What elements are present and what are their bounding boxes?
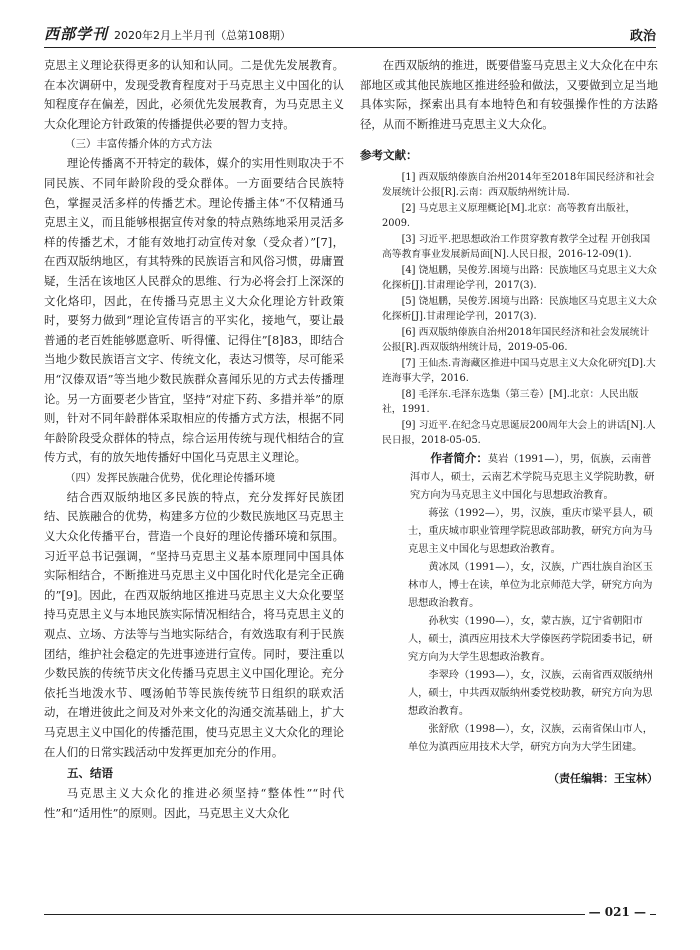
running-header [44, 18, 656, 48]
reference-item: [7] 王仙杰.青海藏区推进中国马克思主义大众化研究[D].大连海事大学，2016. [382, 357, 656, 385]
author-bio [360, 449, 658, 505]
author-bio: 黄冰凤（1991—），女，汉族，广西壮族自治区玉林市人，博士在读，单位为北京师范大学，研究方向为思想政治教育。 [408, 561, 653, 609]
reference-item: [3] 习近平.把思想政治工作贯穿教育教学全过程 开创我国高等教育事业发展新局面[N].人民日报，2016-12-09(1). [382, 233, 651, 261]
paragraph: 克思主义理论获得更多的认知和认同。二是优先发展教育。在本次调研中，发现受教育程度对于马克思主义中国化的认知程度存在偏差，因此，必须优先发展教育，为马克思主义大众化理论方针政策的传播提供必要的智力支持。 [44, 58, 344, 131]
right-column [360, 56, 658, 789]
page-number: — 021 — [585, 905, 650, 919]
reference-item: [5] 饶旭鹏，吴俊芳.困境与出路：民族地区马克思主义大众化探析[J].甘肃理论学刊，2017(3). [382, 295, 657, 323]
header-left [44, 23, 291, 44]
footer-rule [44, 914, 656, 915]
reference-item: [4] 饶旭鹏，吴俊芳.困境与出路：民族地区马克思主义大众化探析[J].甘肃理论学刊，2017(3). [382, 264, 657, 292]
author-bio: 张舒欣（1998—），女，汉族，云南省保山市人，单位为滇西应用技术大学，研究方向为大学生团建。 [408, 723, 653, 753]
author-bio: 孙秋实（1990—），女，蒙古族，辽宁省朝阳市人，硕士，滇西应用技术大学傣医药学院团委书记，研究方向为大学生思想政治教育。 [408, 615, 653, 663]
subsection-heading: （四）发挥民族融合优势，优化理论传播环境 [65, 471, 275, 484]
reference-item: [8] 毛泽东.毛泽东选集（第三卷）[M].北京：人民出版社，1991. [382, 388, 639, 416]
left-column [44, 56, 344, 823]
journal-logo: 西部学刊 [44, 25, 109, 43]
editor-credit: （责任编辑：王宝林） [548, 771, 658, 785]
issue-info: 2020年2月上半月刊（总第108期） [114, 29, 292, 42]
paragraph: 结合西双版纳地区多民族的特点，充分发挥好民族团结、民族融合的优势，构建多方位的少数民族地区马克思主义大众化传播平台，营造一个良好的理论传播环境和氛围。习近平总书记强调，“坚持马克思主义基本原理同中国具体实际相结合，不断推进马克思主义中国化时代化是完全正确的”[9]。因此，在西双版纳地区推进马克思主义大众化要坚持马克思主义与本地民族实际情况相结合，将马克思主义的观点、立场、方法等与当地实际结合，有效选取有利于民族团结，维护社会稳定的先进事迹进行宣传。同时，要注重以少数民族的传统节庆文化传播马克思主义中国化理论。充分依托当地泼水节、嘎汤帕节等民族传统节日组织的联欢活动，在增进彼此之间及对外来文化的沟通交流基础上，扩大马克思主义中国化的传播范围，使马克思主义大众化的理论在人们的日常实践活动中发挥更加充分的作用。 [44, 489, 344, 759]
paragraph: 理论传播离不开特定的载体，媒介的实用性则取决于不同民族、不同年龄阶段的受众群体。一方面要结合民族特色，掌握灵活多样的传播艺术。理论传播主体“不仅精通马克思主义，而且能够根据宣传对象的特点熟练地采用灵活多样的传播艺术，才能有效地打动宣传对象（受众者）”[7]，在西双版纳地区，有其特殊的民族语言和风俗习惯，毋庸置疑，生活在该地区人民群众的思维、行为必将会打上深深的文化烙印，因此，在传播马克思主义大众化理论方针政策时，要努力做到“理论宣传语言的平实化，接地气，要让最普通的老百姓能够愿意听、听得懂、记得住”[8]83，即结合当地少数民族语言文字、传统文化，表达习惯等，尽可能采用“汉傣双语”等当地少数民族群众喜闻乐见的方式去传播理论。另一方面要老少皆宜，坚持“对症下药、多措并举”的原则，针对不同年龄群体采取相应的传播方式方法，根据不同年龄阶段受众群体的特点，综合运用传统与现代相结合的宣传方式，有的放矢地传播好中国化马克思主义理论。 [44, 156, 344, 465]
reference-item: [2] 马克思主义原理概论[M].北京：高等教育出版社，2009. [382, 202, 636, 230]
reference-item: [6] 西双版纳傣族自治州2018年国民经济和社会发展统计公报[R].西双版纳州统计局，2019-05-06. [382, 326, 650, 354]
author-bio: 李翠玲（1993—），女，汉族，云南省西双版纳州人，硕士，中共西双版纳州委党校助教，研究方向为思想政治教育。 [408, 669, 653, 717]
reference-item: [1] 西双版纳傣族自治州2014年至2018年国民经济和社会发展统计公报[R].云南：西双版纳州统计局. [382, 171, 655, 199]
section-label: 政治 [629, 29, 656, 44]
author-bio-title: 作者简介： [430, 450, 488, 465]
subsection-heading: （三）丰富传播介体的方式方法 [65, 138, 212, 151]
section-heading: 五、结语 [67, 766, 113, 781]
paragraph: 在西双版纳的推进，既要借鉴马克思主义大众化在中东部地区或其他民族地区推进经验和做法，又要做到立足当地具体实际，探索出具有本地特色和有较强操作性的方法路径，从而不断推进马克思主义大众化。 [360, 58, 658, 131]
author-bio-text: 莫岩（1991—），男，佤族，云南普洱市人，硕士，云南艺术学院马克思主义学院助教，研究方向为马克思主义中国化与思想政治教育。 [410, 453, 655, 501]
paragraph: 马克思主义大众化的推进必须坚持“整体性”“时代性”和“适用性”的原则。因此，马克思主义大众化 [44, 786, 344, 820]
author-bio: 蒋弦（1992—），男，汉族，重庆市梁平县人，硕士，重庆城市职业管理学院思政部助教，研究方向为马克思主义中国化与思想政治教育。 [408, 507, 653, 555]
reference-item: [9] 习近平.在纪念马克思诞辰200周年大会上的讲话[N].人民日报，2018-05-05. [382, 419, 656, 447]
reference-list [360, 170, 658, 449]
references-title: 参考文献： [360, 148, 418, 163]
